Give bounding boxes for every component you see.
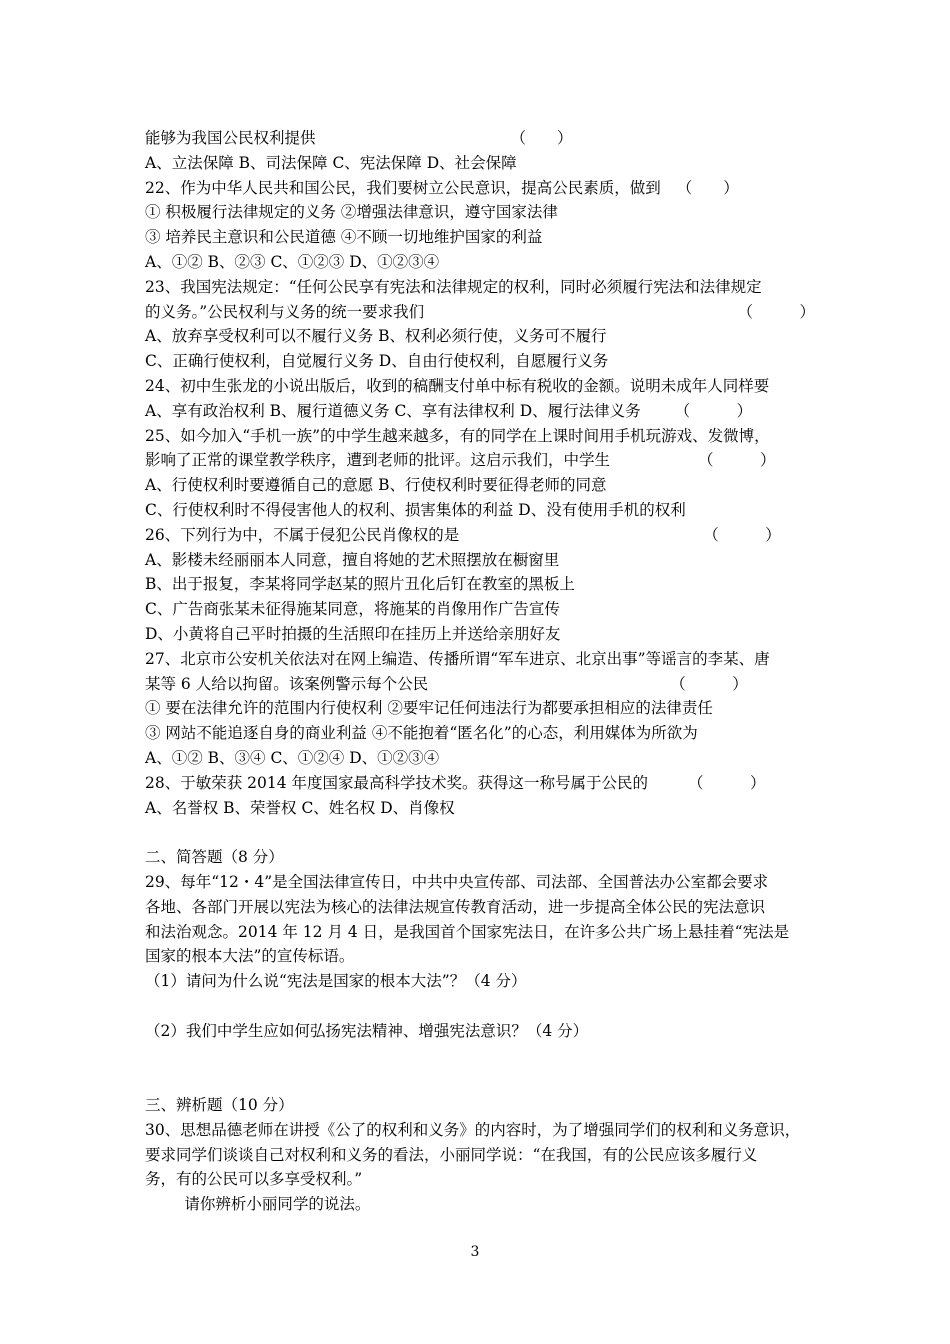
q29-subquestion-2: （2）我们中学生应如何弘扬宪法精神、增强宪法意识？（4 分）	[145, 1021, 589, 1040]
q27-answer-paren: （ ）	[670, 674, 748, 693]
q25-options-1: A、行使权利时要遵循自己的意愿 B、行使权利时要征得老师的同意	[145, 476, 607, 495]
page-content	[145, 126, 815, 1217]
q30-para-2: 要求同学们谈谈自己对权利和义务的看法，小丽同学说：“在我国，有的公民应该多履行义	[145, 1145, 758, 1164]
q28-answer-paren: （ ）	[688, 773, 766, 792]
answer-space	[145, 994, 815, 1019]
answer-space	[145, 1043, 815, 1068]
q29-subquestion-1: （1）请问为什么说“宪法是国家的根本大法”？（4 分）	[145, 972, 527, 991]
q25-stem-1: 25、如今加入“手机一族”的中学生越来越多，有的同学在上课时间用手机玩游戏、发微博，	[145, 426, 770, 445]
q26-option-a: A、影楼未经丽丽本人同意，擅自将她的艺术照摆放在橱窗里	[145, 550, 560, 569]
q23-stem-1: 23、我国宪法规定：“任何公民享有宪法和法律规定的权利，同时必须履行宪法和法律规定	[145, 277, 762, 296]
q27-items-2: ③ 网站不能追逐自身的商业利益 ④不能抱着“匿名化”的心态，利用媒体为所欲为	[145, 724, 698, 743]
q22-items-1: ① 积极履行法律规定的义务 ②增强法律意识，遵守国家法律	[145, 203, 558, 222]
q25-stem-2: 影响了正常的课堂教学秩序，遭到老师的批评。这启示我们，中学生	[145, 451, 611, 470]
q27-items-1: ① 要在法律允许的范围内行使权利 ②要牢记任何违法行为都要承担相应的法律责任	[145, 699, 713, 718]
answer-space	[145, 1068, 815, 1093]
q29-para-3: 和法治观念。2014 年 12 月 4 日，是我国首个国家宪法日，在许多公共广场上悬挂着“宪法是	[145, 922, 790, 941]
q23-options-2: C、正确行使权利，自觉履行义务 D、自由行使权利，自愿履行义务	[145, 352, 609, 371]
q29-para-4: 国家的根本大法”的宣传标语。	[145, 947, 355, 966]
q21-stem-line	[145, 126, 815, 151]
q25-answer-paren: （ ）	[698, 451, 776, 470]
q23-stem-line-2	[145, 300, 815, 325]
section-3-heading: 三、辨析题（10 分）	[145, 1096, 294, 1115]
q24-options: A、享有政治权利 B、履行道德义务 C、享有法律权利 D、履行法律义务	[145, 401, 641, 420]
q26-stem-line	[145, 523, 815, 548]
q29-para-1: 29、每年“12・4”是全国法律宣传日，中共中央宣传部、司法部、全国普法办公室都会要求	[145, 872, 769, 891]
q27-stem-line-2	[145, 672, 815, 697]
q23-options-1: A、放弃享受权利可以不履行义务 B、权利必须行使，义务可不履行	[145, 327, 607, 346]
q25-options-2: C、行使权利时不得侵害他人的权利、损害集体的利益 D、没有使用手机的权利	[145, 500, 686, 519]
q22-stem: 22、作为中华人民共和国公民，我们要树立公民意识，提高公民素质，做到	[145, 178, 661, 197]
q28-options: A、名誉权 B、荣誉权 C、姓名权 D、肖像权	[145, 798, 455, 817]
q26-answer-paren: （ ）	[703, 525, 781, 544]
q21-options: A、立法保障 B、司法保障 C、宪法保障 D、社会保障	[145, 153, 517, 172]
q22-options: A、①② B、②③ C、①②③ D、①②③④	[145, 252, 440, 271]
q21-answer-paren: （ ）	[510, 129, 573, 147]
q27-options: A、①② B、③④ C、①②④ D、①②③④	[145, 748, 440, 767]
q22-answer-paren: （ ）	[676, 178, 739, 197]
q22-items-2: ③ 培养民主意识和公民道德 ④不顾一切地维护国家的利益	[145, 228, 543, 247]
q30-para-1: 30、思想品德老师在讲授《公了的权利和义务》的内容时，为了增强同学们的权利和义务意识，	[145, 1120, 801, 1139]
q25-stem-line-2	[145, 448, 815, 473]
q24-answer-paren: （ ）	[674, 401, 753, 420]
q26-option-c: C、广告商张某未征得施某同意，将施某的肖像用作广告宣传	[145, 600, 560, 619]
page-number: 3	[470, 1244, 480, 1260]
q30-para-3: 务，有的公民可以多享受权利。”	[145, 1170, 363, 1189]
section-gap	[145, 820, 815, 845]
q29-para-2: 各地、各部门开展以宪法为核心的法律法规宣传教育活动，进一步提高全体公民的宪法意识	[145, 897, 766, 916]
q23-stem-2: 的义务。”公民权利与义务的统一要求我们	[145, 302, 425, 321]
q28-stem: 28、于敏荣获 2014 年度国家最高科学技术奖。获得这一称号属于公民的	[145, 773, 649, 792]
q30-instruction: 请你辨析小丽同学的说法。	[145, 1195, 371, 1214]
q26-option-d: D、小黄将自己平时拍摄的生活照印在挂历上并送给亲朋好友	[145, 624, 561, 643]
q27-stem-2: 某等 6 人给以拘留。该案例警示每个公民	[145, 674, 429, 693]
q21-stem-tail: 能够为我国公民权利提供	[145, 129, 316, 147]
q24-stem: 24、初中生张龙的小说出版后，收到的稿酬支付单中标有税收的金额。说明未成年人同样要	[145, 376, 770, 395]
section-2-heading: 二、简答题（8 分）	[145, 848, 284, 867]
q23-answer-paren: （ ）	[737, 302, 815, 321]
q24-options-line	[145, 399, 815, 424]
q26-stem: 26、下列行为中，不属于侵犯公民肖像权的是	[145, 525, 460, 544]
q28-stem-line	[145, 771, 815, 796]
q27-stem-1: 27、北京市公安机关依法对在网上编造、传播所谓“军车进京、北京出事”等谣言的李某、唐	[145, 649, 770, 668]
q26-option-b: B、出于报复，李某将同学赵某的照片丑化后钉在教室的黑板上	[145, 575, 575, 594]
q22-stem-line	[145, 176, 815, 201]
